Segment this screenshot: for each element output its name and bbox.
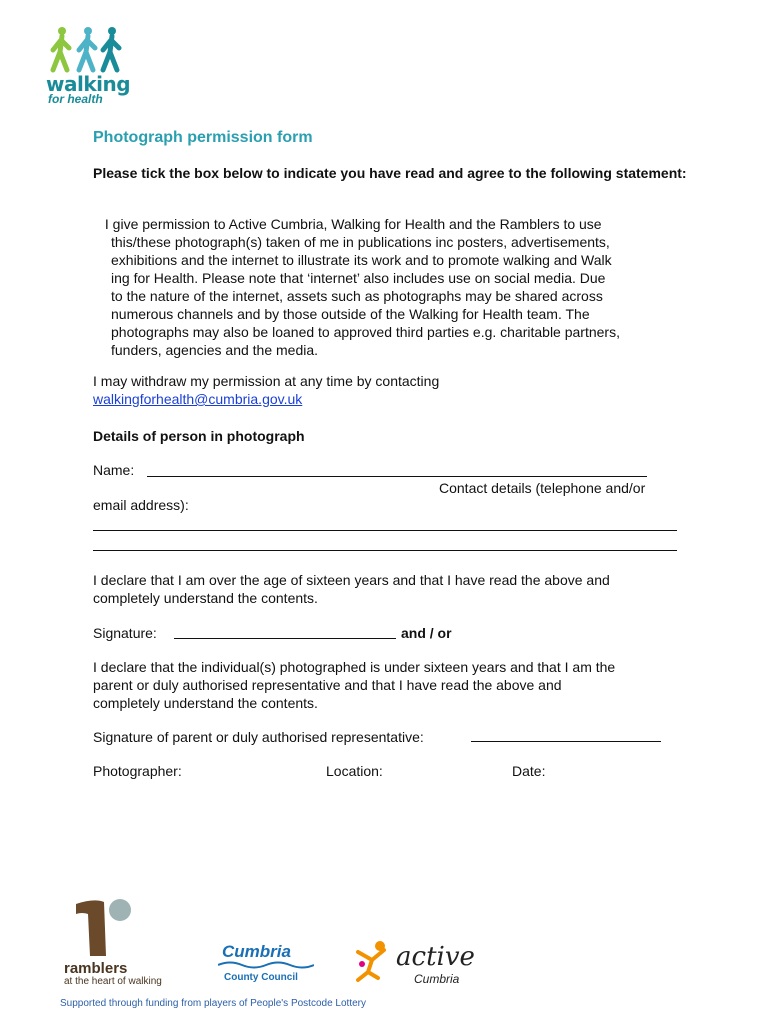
parent-signature-field-line[interactable] — [471, 741, 661, 742]
instruction-text: Please tick the box below to indicate you have read and agree to the following statement: — [93, 165, 687, 181]
walking-for-health-logo — [46, 26, 136, 108]
signature-field-line[interactable] — [174, 638, 396, 639]
name-label: Name: — [93, 462, 135, 478]
contact-email-link[interactable]: walkingforhealth@cumbria.gov.uk — [93, 391, 303, 407]
location-label: Location: — [326, 763, 383, 779]
active-cumbria-logo — [354, 936, 480, 988]
consent-line: I give permission to Active Cumbria, Walking for Health and the Ramblers to use — [104, 216, 602, 232]
consent-line: to the nature of the internet, assets such as photographs may be shared across — [111, 288, 603, 304]
contact-details-label: Contact details (telephone and/or — [439, 480, 646, 496]
cumbria-subtitle: County Council — [224, 972, 298, 983]
date-label: Date: — [512, 763, 546, 779]
cumbria-waves-icon — [218, 960, 314, 970]
cumbria-county-council-logo — [216, 940, 316, 986]
funding-note: Supported through funding from players of People's Postcode Lottery — [60, 998, 366, 1009]
consent-line: photographs may also be loaned to approved third parties e.g. charitable partners, — [111, 324, 620, 340]
ramblers-r-icon — [72, 896, 142, 958]
consent-line: this/these photograph(s) taken of me in publications inc posters, advertisements, — [111, 234, 610, 250]
logo-tagline: for health — [48, 92, 103, 106]
withdraw-text: I may withdraw my permission at any time by contacting — [93, 373, 440, 389]
contact-details-label-cont: email address): — [93, 497, 189, 513]
ramblers-wordmark: ramblers — [64, 960, 128, 977]
active-subtitle: Cumbria — [414, 972, 460, 986]
consent-line: ing for Health. Please note that ‘internet’ also includes use on social media. Due — [111, 270, 606, 286]
contact-field-line-1[interactable] — [93, 530, 677, 531]
active-figure-icon — [354, 938, 394, 984]
and-or-text: and / or — [401, 625, 452, 641]
ramblers-tagline: at the heart of walking — [64, 976, 162, 987]
walkers-icon — [50, 26, 130, 74]
consent-line: numerous channels and by those outside of the Walking for Health team. The — [111, 306, 590, 322]
consent-line: funders, agencies and the media. — [111, 342, 319, 358]
details-heading: Details of person in photograph — [93, 428, 305, 444]
active-wordmark: active — [396, 942, 475, 972]
signature-label: Signature: — [93, 625, 157, 641]
declaration-under-16: I declare that the individual(s) photographed is under sixteen years and that I am the parent or duly authorised representative and that I have read the above and completely understand the contents. — [93, 659, 616, 711]
declaration-over-16: I declare that I am over the age of sixteen years and that I have read the above and completely understand the contents. — [93, 572, 610, 606]
page-title: Photograph permission form — [93, 129, 313, 146]
name-field-line[interactable] — [147, 476, 647, 477]
contact-field-line-2[interactable] — [93, 550, 677, 551]
logo-wordmark: walking — [46, 72, 131, 96]
ramblers-logo — [64, 896, 184, 988]
parent-signature-label: Signature of parent or duly authorised representative: — [93, 729, 424, 745]
consent-statement — [93, 215, 693, 359]
photographer-label: Photographer: — [93, 763, 182, 779]
consent-line: exhibitions and the internet to illustrate its work and to promote walking and Walk — [111, 252, 612, 268]
cumbria-wordmark: Cumbria — [222, 942, 291, 961]
